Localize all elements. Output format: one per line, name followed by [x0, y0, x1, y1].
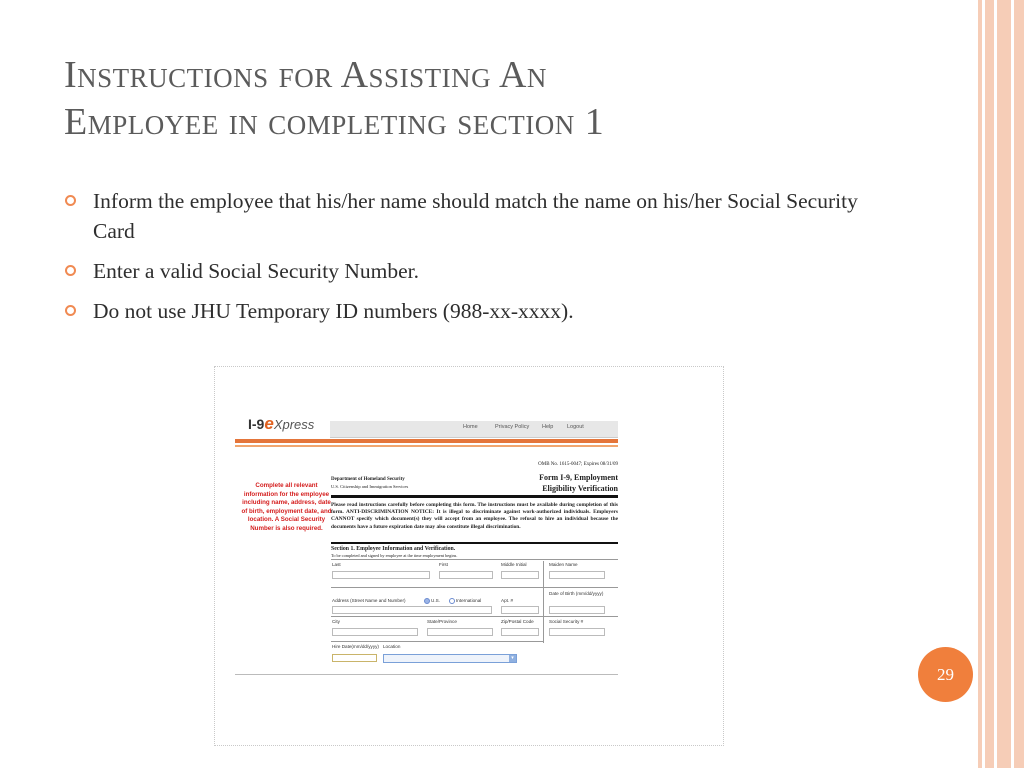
maiden-name-label: Maiden Name	[549, 562, 578, 567]
ssn-label: Social Security #	[549, 619, 584, 624]
i9express-logo	[248, 414, 314, 434]
section-subtitle: To be completed and signed by employee at the time employment begins.	[331, 553, 458, 558]
ssn-field[interactable]	[549, 628, 605, 636]
city-field[interactable]	[332, 628, 418, 636]
bullet-list	[64, 186, 904, 336]
maiden-name-field[interactable]	[549, 571, 605, 579]
logo-suffix: Xpress	[273, 417, 315, 432]
row-divider	[331, 641, 543, 642]
page-number: 29	[918, 647, 973, 702]
last-name-field[interactable]	[332, 571, 430, 579]
nav-home[interactable]: Home	[463, 424, 478, 430]
row-divider	[331, 616, 618, 617]
slide-title	[64, 52, 944, 146]
apt-label: Apt. #	[501, 598, 514, 603]
middle-initial-field[interactable]	[501, 571, 539, 579]
logo-prefix: I-9	[248, 416, 265, 432]
orange-divider	[235, 445, 618, 447]
form-instructions: Please read instructions carefully before completing this form. The instructions must be available during completion of this form. ANTI-DISCRIMINATION NOTICE: It is illegal to discriminate against work-authorized individuals. Employers CANNOT specify which document(s) they will accept from an employee. The refusal to hire an individual because the documents have a future expiration date may also constitute illegal discrimination.	[331, 502, 618, 530]
address-label: Address (Street Name and Number)	[332, 598, 406, 603]
location-select[interactable]	[383, 654, 517, 663]
state-label: State/Province	[427, 619, 457, 624]
us-radio-label: U.S.	[431, 598, 440, 603]
slide-title-line2: Employee in completing section 1	[64, 101, 605, 143]
us-radio[interactable]	[424, 598, 430, 604]
form-rule	[331, 542, 618, 544]
bullet-item	[64, 186, 904, 246]
decor-stripe	[978, 0, 982, 768]
form-title-line2: Eligibility Verification	[542, 484, 618, 493]
decor-stripe	[997, 0, 1011, 768]
location-label: Location	[383, 644, 401, 649]
section-title: Section 1. Employee Information and Verification.	[331, 546, 456, 552]
decor-stripe	[985, 0, 994, 768]
side-note: Complete all relevant information for the employee including name, address, date of birth, employment date, and location. A Social Security Number is also required.	[241, 482, 332, 532]
orange-divider	[235, 439, 618, 443]
first-name-field[interactable]	[439, 571, 493, 579]
row-divider	[331, 559, 618, 560]
nav-logout[interactable]: Logout	[567, 424, 584, 430]
form-screenshot	[214, 366, 724, 746]
bottom-divider	[235, 674, 618, 675]
address-field[interactable]	[332, 606, 492, 614]
agency: U.S. Citizenship and Immigration Services	[331, 484, 409, 489]
column-divider	[543, 561, 544, 643]
row-divider	[331, 587, 618, 588]
decor-stripe	[1014, 0, 1024, 768]
form-rule	[331, 495, 618, 498]
state-field[interactable]	[427, 628, 493, 636]
dob-field[interactable]	[549, 606, 605, 614]
department: Department of Homeland Security	[331, 477, 405, 482]
nav-help[interactable]: Help	[542, 424, 554, 430]
last-name-label: Last	[332, 562, 341, 567]
dob-label: Date of Birth (mm/dd/yyyy)	[549, 591, 604, 596]
apt-field[interactable]	[501, 606, 539, 614]
nav-privacy[interactable]: Privacy Policy	[495, 424, 530, 430]
hire-date-field[interactable]	[332, 654, 377, 662]
bullet-text: Inform the employee that his/her name should match the name on his/her Social Security Card	[93, 189, 858, 243]
nav-bar	[330, 421, 618, 438]
city-label: City	[332, 619, 340, 624]
slide-title-line1: Instructions for Assisting An	[64, 54, 547, 96]
logo-e: e	[264, 414, 274, 433]
form-title-line1: Form I-9, Employment	[539, 473, 618, 482]
zip-label: Zip/Postal Code	[501, 619, 534, 624]
bullet-text: Do not use JHU Temporary ID numbers (988-xx-xxxx).	[93, 299, 574, 323]
first-name-label: First	[439, 562, 448, 567]
middle-initial-label: Middle Initial	[501, 562, 527, 567]
international-radio-label: International	[456, 598, 482, 603]
bullet-item	[64, 256, 904, 286]
international-radio[interactable]	[449, 598, 455, 604]
bullet-icon	[65, 305, 76, 316]
bullet-icon	[65, 265, 76, 276]
chevron-down-icon[interactable]: ▾	[509, 655, 516, 662]
bullet-text: Enter a valid Social Security Number.	[93, 259, 419, 283]
omb-number: OMB No. 1615-0047; Expires 08/31/09	[538, 462, 618, 467]
bullet-icon	[65, 195, 76, 206]
form-title	[539, 472, 618, 494]
hire-date-label: Hire Date(mm/dd/yyyy)	[332, 644, 379, 649]
zip-field[interactable]	[501, 628, 539, 636]
bullet-item	[64, 296, 904, 326]
